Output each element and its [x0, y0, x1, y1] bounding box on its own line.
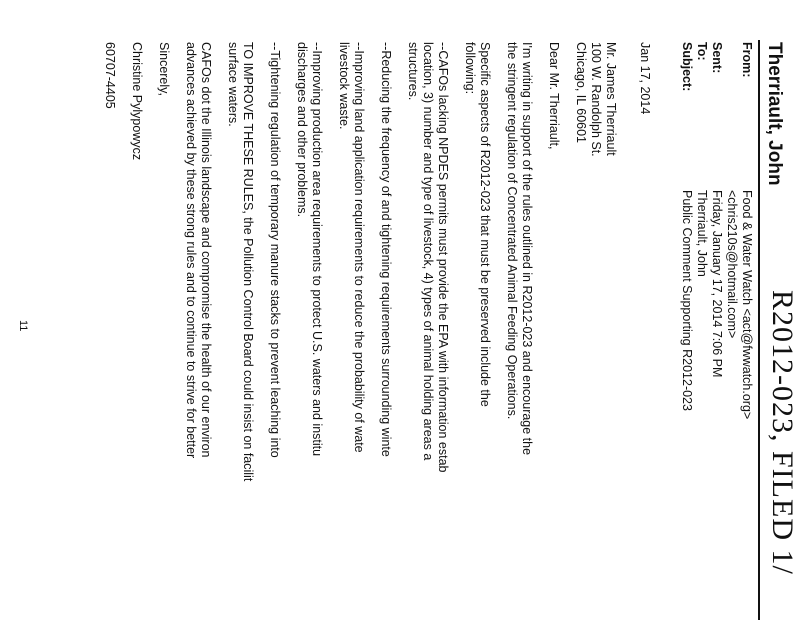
body-line: discharges and other problems.	[295, 42, 309, 218]
salutation: Dear Mr. Therriault,	[547, 42, 561, 150]
body-line: Specific aspects of R2012-023 that must be preserved include the	[478, 42, 492, 407]
sent-label: Sent:	[710, 42, 724, 74]
from-value: Food & Water Watch <act@fwwatch.org>	[740, 190, 754, 420]
to-value: Therriault, John	[695, 190, 709, 277]
to-label: To:	[695, 42, 709, 61]
letter-date: Jan 17, 2014	[638, 42, 652, 115]
body-line: livestock waste.	[337, 42, 351, 130]
body-line: following:	[463, 42, 477, 95]
from-label: From:	[740, 42, 754, 78]
body-line: --Improving land application requirements to reduce the probability of wate	[352, 42, 366, 453]
signature-name: Christine Pylypowycz	[130, 42, 144, 161]
body-line: surface waters.	[226, 42, 240, 127]
subject-label: Subject:	[680, 42, 694, 92]
body-line: TO IMPROVE THESE RULES, the Pollution Control Board could insist on facilit	[241, 42, 255, 482]
zip-code: 60707-4405	[103, 42, 117, 109]
closing: Sincerely,	[157, 42, 171, 96]
from-email: <chris210s@hotmail.com>	[725, 190, 739, 339]
body-line: advances achieved by these strong rules and to continue to strive for better	[184, 42, 198, 459]
body-line: CAFOs dot the Illinois landscape and compromise the health of our environ	[199, 42, 213, 458]
sender-name: Therriault, John	[764, 42, 785, 186]
body-line: I'm writing in support of the rules outlined in R2012-023 and encourage the	[520, 42, 534, 456]
body-line: structures.	[406, 42, 420, 101]
body-line: --CAFOs lacking NPDES permits must provide the EPA with information estab	[436, 42, 450, 473]
header-rule	[758, 40, 760, 620]
sent-value: Friday, January 17, 2014 7:06 PM	[710, 190, 724, 378]
body-line: the stringent regulation of Concentrated Animal Feeding Operations.	[505, 42, 519, 420]
subject-value: Public Comment Supporting R2012-023	[680, 190, 694, 411]
body-line: location, 3) number and type of livestock, 4) types of animal holding areas a	[421, 42, 435, 461]
body-line: --Reducing the frequency of and tightening requirements surrounding winte	[379, 42, 393, 457]
body-line: --Tightening regulation of temporary manure stacks to prevent leaching into	[268, 42, 282, 458]
address-line: 100 W. Randolph St.	[589, 42, 603, 157]
filing-stamp: R2012-023, FILED 1/	[766, 290, 799, 575]
body-line: --Improving production area requirements to protect U.S. waters and institu	[310, 42, 324, 457]
page-number: 11	[17, 320, 29, 332]
address-line: Chicago, IL 60601	[574, 42, 588, 144]
address-line: Mr. James Therriault	[604, 42, 618, 156]
